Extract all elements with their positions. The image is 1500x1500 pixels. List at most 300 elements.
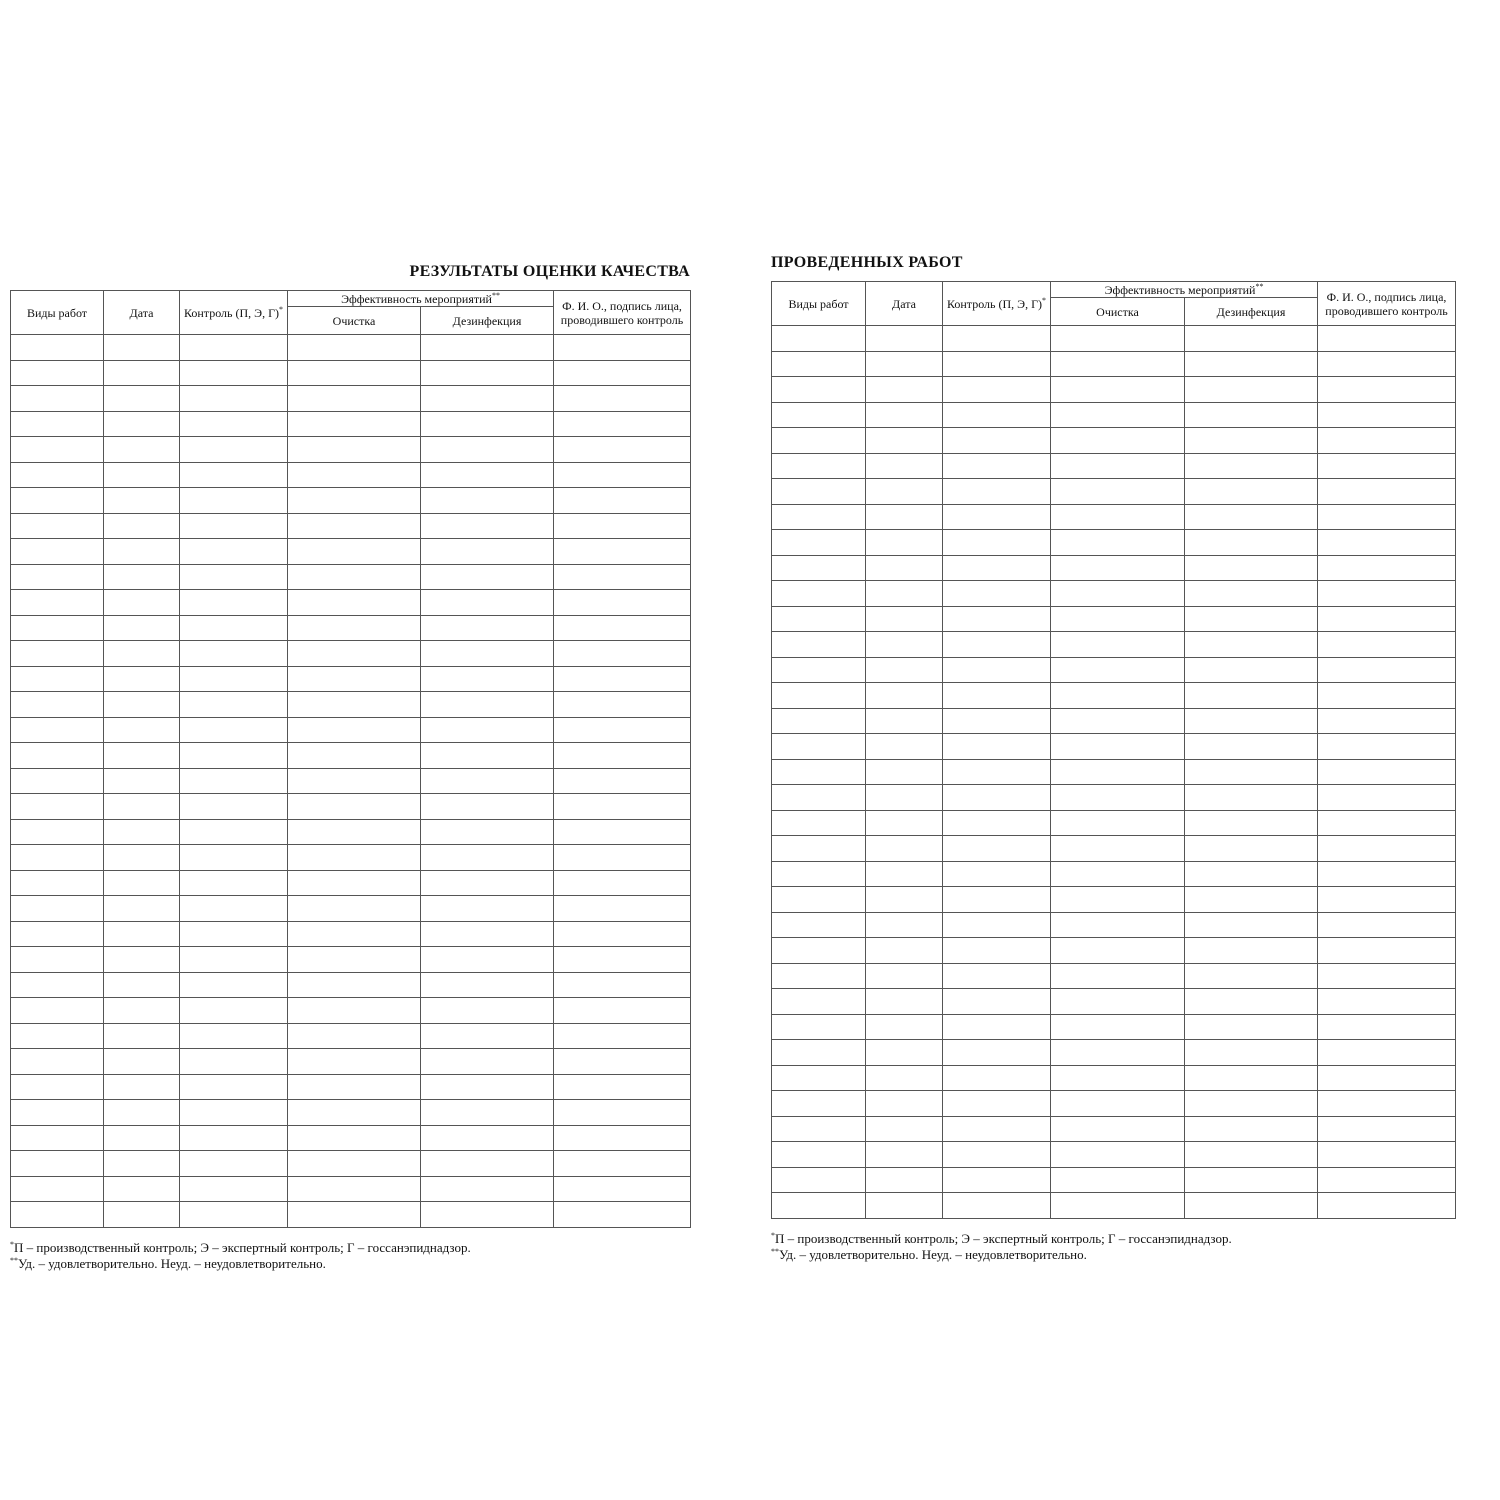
table-cell[interactable] <box>421 641 554 667</box>
table-cell[interactable] <box>11 1074 104 1100</box>
table-cell[interactable] <box>772 734 866 760</box>
table-cell[interactable] <box>288 921 421 947</box>
table-cell[interactable] <box>772 1193 866 1219</box>
table-cell[interactable] <box>104 794 180 820</box>
table-cell[interactable] <box>772 708 866 734</box>
table-cell[interactable] <box>11 870 104 896</box>
table-cell[interactable] <box>554 615 691 641</box>
table-cell[interactable] <box>11 437 104 463</box>
table-cell[interactable] <box>180 1049 288 1075</box>
table-cell[interactable] <box>866 1065 943 1091</box>
table-cell[interactable] <box>1051 657 1185 683</box>
table-cell[interactable] <box>1318 581 1456 607</box>
table-cell[interactable] <box>772 1014 866 1040</box>
table-cell[interactable] <box>104 1100 180 1126</box>
table-cell[interactable] <box>288 437 421 463</box>
table-cell[interactable] <box>1185 479 1318 505</box>
table-cell[interactable] <box>180 615 288 641</box>
table-cell[interactable] <box>554 692 691 718</box>
table-cell[interactable] <box>772 377 866 403</box>
table-cell[interactable] <box>866 785 943 811</box>
table-cell[interactable] <box>866 632 943 658</box>
table-cell[interactable] <box>866 351 943 377</box>
table-cell[interactable] <box>180 921 288 947</box>
table-cell[interactable] <box>1185 759 1318 785</box>
table-cell[interactable] <box>421 1100 554 1126</box>
table-cell[interactable] <box>288 513 421 539</box>
table-cell[interactable] <box>866 810 943 836</box>
table-cell[interactable] <box>11 1049 104 1075</box>
table-cell[interactable] <box>180 360 288 386</box>
table-cell[interactable] <box>421 768 554 794</box>
table-cell[interactable] <box>180 666 288 692</box>
table-cell[interactable] <box>1318 1091 1456 1117</box>
table-cell[interactable] <box>288 1176 421 1202</box>
table-cell[interactable] <box>772 581 866 607</box>
table-cell[interactable] <box>554 590 691 616</box>
table-cell[interactable] <box>1051 606 1185 632</box>
table-cell[interactable] <box>1051 479 1185 505</box>
table-cell[interactable] <box>421 972 554 998</box>
table-cell[interactable] <box>421 1074 554 1100</box>
table-cell[interactable] <box>1051 734 1185 760</box>
table-cell[interactable] <box>288 539 421 565</box>
table-cell[interactable] <box>421 794 554 820</box>
table-cell[interactable] <box>866 1142 943 1168</box>
table-cell[interactable] <box>554 411 691 437</box>
table-cell[interactable] <box>1051 683 1185 709</box>
table-cell[interactable] <box>554 794 691 820</box>
table-cell[interactable] <box>1051 1040 1185 1066</box>
table-cell[interactable] <box>1051 428 1185 454</box>
table-cell[interactable] <box>104 539 180 565</box>
table-cell[interactable] <box>421 666 554 692</box>
table-cell[interactable] <box>554 998 691 1024</box>
table-cell[interactable] <box>1318 428 1456 454</box>
table-cell[interactable] <box>1318 402 1456 428</box>
table-cell[interactable] <box>943 734 1051 760</box>
table-cell[interactable] <box>104 947 180 973</box>
table-cell[interactable] <box>943 453 1051 479</box>
table-cell[interactable] <box>1318 479 1456 505</box>
table-cell[interactable] <box>421 870 554 896</box>
table-cell[interactable] <box>180 437 288 463</box>
table-cell[interactable] <box>943 1065 1051 1091</box>
table-cell[interactable] <box>421 896 554 922</box>
table-cell[interactable] <box>554 513 691 539</box>
table-cell[interactable] <box>943 810 1051 836</box>
table-cell[interactable] <box>1185 734 1318 760</box>
table-cell[interactable] <box>772 428 866 454</box>
table-cell[interactable] <box>943 1014 1051 1040</box>
table-cell[interactable] <box>1185 326 1318 352</box>
table-cell[interactable] <box>1185 351 1318 377</box>
table-cell[interactable] <box>180 513 288 539</box>
table-cell[interactable] <box>104 564 180 590</box>
table-cell[interactable] <box>1318 1065 1456 1091</box>
table-cell[interactable] <box>772 479 866 505</box>
table-cell[interactable] <box>943 504 1051 530</box>
table-cell[interactable] <box>11 539 104 565</box>
table-cell[interactable] <box>1318 1167 1456 1193</box>
table-cell[interactable] <box>421 590 554 616</box>
table-cell[interactable] <box>1318 453 1456 479</box>
table-cell[interactable] <box>554 564 691 590</box>
table-cell[interactable] <box>1318 377 1456 403</box>
table-cell[interactable] <box>943 887 1051 913</box>
table-cell[interactable] <box>11 717 104 743</box>
table-cell[interactable] <box>11 666 104 692</box>
table-cell[interactable] <box>1051 581 1185 607</box>
table-cell[interactable] <box>180 590 288 616</box>
table-cell[interactable] <box>554 870 691 896</box>
table-cell[interactable] <box>866 1040 943 1066</box>
table-cell[interactable] <box>11 921 104 947</box>
table-cell[interactable] <box>180 411 288 437</box>
table-cell[interactable] <box>104 819 180 845</box>
table-cell[interactable] <box>1051 453 1185 479</box>
table-cell[interactable] <box>554 819 691 845</box>
table-cell[interactable] <box>943 377 1051 403</box>
table-cell[interactable] <box>180 1074 288 1100</box>
table-cell[interactable] <box>104 972 180 998</box>
table-cell[interactable] <box>421 360 554 386</box>
table-cell[interactable] <box>943 683 1051 709</box>
table-cell[interactable] <box>554 921 691 947</box>
table-cell[interactable] <box>421 692 554 718</box>
table-cell[interactable] <box>288 615 421 641</box>
table-cell[interactable] <box>1318 657 1456 683</box>
table-cell[interactable] <box>288 1202 421 1228</box>
table-cell[interactable] <box>288 360 421 386</box>
table-cell[interactable] <box>943 1142 1051 1168</box>
table-cell[interactable] <box>421 1202 554 1228</box>
table-cell[interactable] <box>104 845 180 871</box>
table-cell[interactable] <box>180 1023 288 1049</box>
table-cell[interactable] <box>421 1049 554 1075</box>
table-cell[interactable] <box>288 590 421 616</box>
table-cell[interactable] <box>554 488 691 514</box>
table-cell[interactable] <box>11 564 104 590</box>
table-cell[interactable] <box>1051 708 1185 734</box>
table-cell[interactable] <box>288 1074 421 1100</box>
table-cell[interactable] <box>1318 504 1456 530</box>
table-cell[interactable] <box>11 1151 104 1177</box>
table-cell[interactable] <box>421 845 554 871</box>
table-cell[interactable] <box>866 887 943 913</box>
table-cell[interactable] <box>421 513 554 539</box>
table-cell[interactable] <box>866 1091 943 1117</box>
table-cell[interactable] <box>288 743 421 769</box>
table-cell[interactable] <box>1051 1193 1185 1219</box>
table-cell[interactable] <box>1051 861 1185 887</box>
table-cell[interactable] <box>943 1167 1051 1193</box>
table-cell[interactable] <box>1051 351 1185 377</box>
table-cell[interactable] <box>943 657 1051 683</box>
table-cell[interactable] <box>866 963 943 989</box>
table-cell[interactable] <box>104 921 180 947</box>
table-cell[interactable] <box>288 1151 421 1177</box>
table-cell[interactable] <box>421 411 554 437</box>
table-cell[interactable] <box>866 377 943 403</box>
table-cell[interactable] <box>421 717 554 743</box>
table-cell[interactable] <box>554 845 691 871</box>
table-cell[interactable] <box>180 1176 288 1202</box>
table-cell[interactable] <box>421 1125 554 1151</box>
table-cell[interactable] <box>180 1100 288 1126</box>
table-cell[interactable] <box>772 989 866 1015</box>
table-cell[interactable] <box>11 386 104 412</box>
table-cell[interactable] <box>11 590 104 616</box>
table-cell[interactable] <box>772 912 866 938</box>
table-cell[interactable] <box>554 1176 691 1202</box>
table-cell[interactable] <box>288 488 421 514</box>
table-cell[interactable] <box>104 1202 180 1228</box>
table-cell[interactable] <box>11 488 104 514</box>
table-cell[interactable] <box>1051 785 1185 811</box>
table-cell[interactable] <box>1185 1040 1318 1066</box>
table-cell[interactable] <box>421 947 554 973</box>
table-cell[interactable] <box>421 564 554 590</box>
table-cell[interactable] <box>1318 555 1456 581</box>
table-cell[interactable] <box>772 504 866 530</box>
table-cell[interactable] <box>772 836 866 862</box>
table-cell[interactable] <box>1185 861 1318 887</box>
table-cell[interactable] <box>772 402 866 428</box>
table-cell[interactable] <box>772 963 866 989</box>
table-cell[interactable] <box>554 768 691 794</box>
table-cell[interactable] <box>11 513 104 539</box>
table-cell[interactable] <box>554 896 691 922</box>
table-cell[interactable] <box>104 998 180 1024</box>
table-cell[interactable] <box>11 335 104 361</box>
table-cell[interactable] <box>1185 938 1318 964</box>
table-cell[interactable] <box>772 938 866 964</box>
table-cell[interactable] <box>866 555 943 581</box>
table-cell[interactable] <box>772 326 866 352</box>
table-cell[interactable] <box>1185 810 1318 836</box>
table-cell[interactable] <box>772 555 866 581</box>
table-cell[interactable] <box>554 437 691 463</box>
table-cell[interactable] <box>104 1125 180 1151</box>
table-cell[interactable] <box>1185 632 1318 658</box>
table-cell[interactable] <box>288 972 421 998</box>
table-cell[interactable] <box>1185 377 1318 403</box>
table-cell[interactable] <box>1051 1091 1185 1117</box>
table-cell[interactable] <box>1185 683 1318 709</box>
table-cell[interactable] <box>1185 428 1318 454</box>
table-cell[interactable] <box>554 1023 691 1049</box>
table-cell[interactable] <box>1051 326 1185 352</box>
table-cell[interactable] <box>1185 1142 1318 1168</box>
table-cell[interactable] <box>421 1151 554 1177</box>
table-cell[interactable] <box>1318 606 1456 632</box>
table-cell[interactable] <box>1051 1065 1185 1091</box>
table-cell[interactable] <box>554 972 691 998</box>
table-cell[interactable] <box>1051 1116 1185 1142</box>
table-cell[interactable] <box>288 998 421 1024</box>
table-cell[interactable] <box>866 530 943 556</box>
table-cell[interactable] <box>421 437 554 463</box>
table-cell[interactable] <box>1318 326 1456 352</box>
table-cell[interactable] <box>772 887 866 913</box>
table-cell[interactable] <box>180 870 288 896</box>
table-cell[interactable] <box>11 998 104 1024</box>
table-cell[interactable] <box>11 896 104 922</box>
table-cell[interactable] <box>104 692 180 718</box>
table-cell[interactable] <box>943 351 1051 377</box>
table-cell[interactable] <box>554 947 691 973</box>
table-cell[interactable] <box>11 794 104 820</box>
table-cell[interactable] <box>288 947 421 973</box>
table-cell[interactable] <box>11 845 104 871</box>
table-cell[interactable] <box>180 564 288 590</box>
table-cell[interactable] <box>1051 1142 1185 1168</box>
table-cell[interactable] <box>180 794 288 820</box>
table-cell[interactable] <box>11 411 104 437</box>
table-cell[interactable] <box>288 870 421 896</box>
table-cell[interactable] <box>772 1040 866 1066</box>
table-cell[interactable] <box>943 759 1051 785</box>
table-cell[interactable] <box>421 819 554 845</box>
table-cell[interactable] <box>288 819 421 845</box>
table-cell[interactable] <box>11 1176 104 1202</box>
table-cell[interactable] <box>288 641 421 667</box>
table-cell[interactable] <box>11 641 104 667</box>
table-cell[interactable] <box>104 717 180 743</box>
table-cell[interactable] <box>1051 887 1185 913</box>
table-cell[interactable] <box>943 1040 1051 1066</box>
table-cell[interactable] <box>1185 1116 1318 1142</box>
table-cell[interactable] <box>104 768 180 794</box>
table-cell[interactable] <box>1318 351 1456 377</box>
table-cell[interactable] <box>1051 377 1185 403</box>
table-cell[interactable] <box>288 717 421 743</box>
table-cell[interactable] <box>104 488 180 514</box>
table-cell[interactable] <box>180 743 288 769</box>
table-cell[interactable] <box>554 1074 691 1100</box>
table-cell[interactable] <box>11 462 104 488</box>
table-cell[interactable] <box>554 539 691 565</box>
table-cell[interactable] <box>1051 989 1185 1015</box>
table-cell[interactable] <box>866 708 943 734</box>
table-cell[interactable] <box>180 819 288 845</box>
table-cell[interactable] <box>11 1125 104 1151</box>
table-cell[interactable] <box>1051 810 1185 836</box>
table-cell[interactable] <box>554 1202 691 1228</box>
table-cell[interactable] <box>104 437 180 463</box>
table-cell[interactable] <box>104 462 180 488</box>
table-cell[interactable] <box>1318 1142 1456 1168</box>
table-cell[interactable] <box>1318 1014 1456 1040</box>
table-cell[interactable] <box>866 861 943 887</box>
table-cell[interactable] <box>288 794 421 820</box>
table-cell[interactable] <box>180 539 288 565</box>
table-cell[interactable] <box>11 972 104 998</box>
table-cell[interactable] <box>1185 606 1318 632</box>
table-cell[interactable] <box>772 657 866 683</box>
table-cell[interactable] <box>772 1167 866 1193</box>
table-cell[interactable] <box>104 615 180 641</box>
table-cell[interactable] <box>866 453 943 479</box>
table-cell[interactable] <box>180 641 288 667</box>
table-cell[interactable] <box>288 692 421 718</box>
table-cell[interactable] <box>554 1100 691 1126</box>
table-cell[interactable] <box>104 1151 180 1177</box>
table-cell[interactable] <box>943 530 1051 556</box>
table-cell[interactable] <box>772 632 866 658</box>
table-cell[interactable] <box>866 606 943 632</box>
table-cell[interactable] <box>1185 555 1318 581</box>
table-cell[interactable] <box>11 615 104 641</box>
table-cell[interactable] <box>104 666 180 692</box>
table-cell[interactable] <box>1051 632 1185 658</box>
table-cell[interactable] <box>288 564 421 590</box>
table-cell[interactable] <box>554 386 691 412</box>
table-cell[interactable] <box>1318 708 1456 734</box>
table-cell[interactable] <box>866 428 943 454</box>
table-cell[interactable] <box>104 743 180 769</box>
table-cell[interactable] <box>772 351 866 377</box>
table-cell[interactable] <box>1185 1167 1318 1193</box>
table-cell[interactable] <box>104 513 180 539</box>
table-cell[interactable] <box>104 386 180 412</box>
table-cell[interactable] <box>1051 555 1185 581</box>
table-cell[interactable] <box>421 921 554 947</box>
table-cell[interactable] <box>1185 887 1318 913</box>
table-cell[interactable] <box>866 989 943 1015</box>
table-cell[interactable] <box>180 488 288 514</box>
table-cell[interactable] <box>943 428 1051 454</box>
table-cell[interactable] <box>288 386 421 412</box>
table-cell[interactable] <box>180 1202 288 1228</box>
table-cell[interactable] <box>288 666 421 692</box>
table-cell[interactable] <box>866 683 943 709</box>
table-cell[interactable] <box>1185 581 1318 607</box>
table-cell[interactable] <box>1185 1193 1318 1219</box>
table-cell[interactable] <box>11 743 104 769</box>
table-cell[interactable] <box>1185 1065 1318 1091</box>
table-cell[interactable] <box>772 785 866 811</box>
table-cell[interactable] <box>866 1116 943 1142</box>
table-cell[interactable] <box>288 335 421 361</box>
table-cell[interactable] <box>180 972 288 998</box>
table-cell[interactable] <box>554 462 691 488</box>
table-cell[interactable] <box>1185 657 1318 683</box>
table-cell[interactable] <box>104 896 180 922</box>
table-cell[interactable] <box>288 1049 421 1075</box>
table-cell[interactable] <box>943 912 1051 938</box>
table-cell[interactable] <box>772 1116 866 1142</box>
table-cell[interactable] <box>1051 759 1185 785</box>
table-cell[interactable] <box>772 861 866 887</box>
table-cell[interactable] <box>421 386 554 412</box>
table-cell[interactable] <box>866 836 943 862</box>
table-cell[interactable] <box>11 1100 104 1126</box>
table-cell[interactable] <box>943 836 1051 862</box>
table-cell[interactable] <box>772 810 866 836</box>
table-cell[interactable] <box>943 963 1051 989</box>
table-cell[interactable] <box>943 555 1051 581</box>
table-cell[interactable] <box>288 896 421 922</box>
table-cell[interactable] <box>1185 453 1318 479</box>
table-cell[interactable] <box>772 759 866 785</box>
table-cell[interactable] <box>288 1023 421 1049</box>
table-cell[interactable] <box>943 632 1051 658</box>
table-cell[interactable] <box>1185 530 1318 556</box>
table-cell[interactable] <box>104 1049 180 1075</box>
table-cell[interactable] <box>180 386 288 412</box>
